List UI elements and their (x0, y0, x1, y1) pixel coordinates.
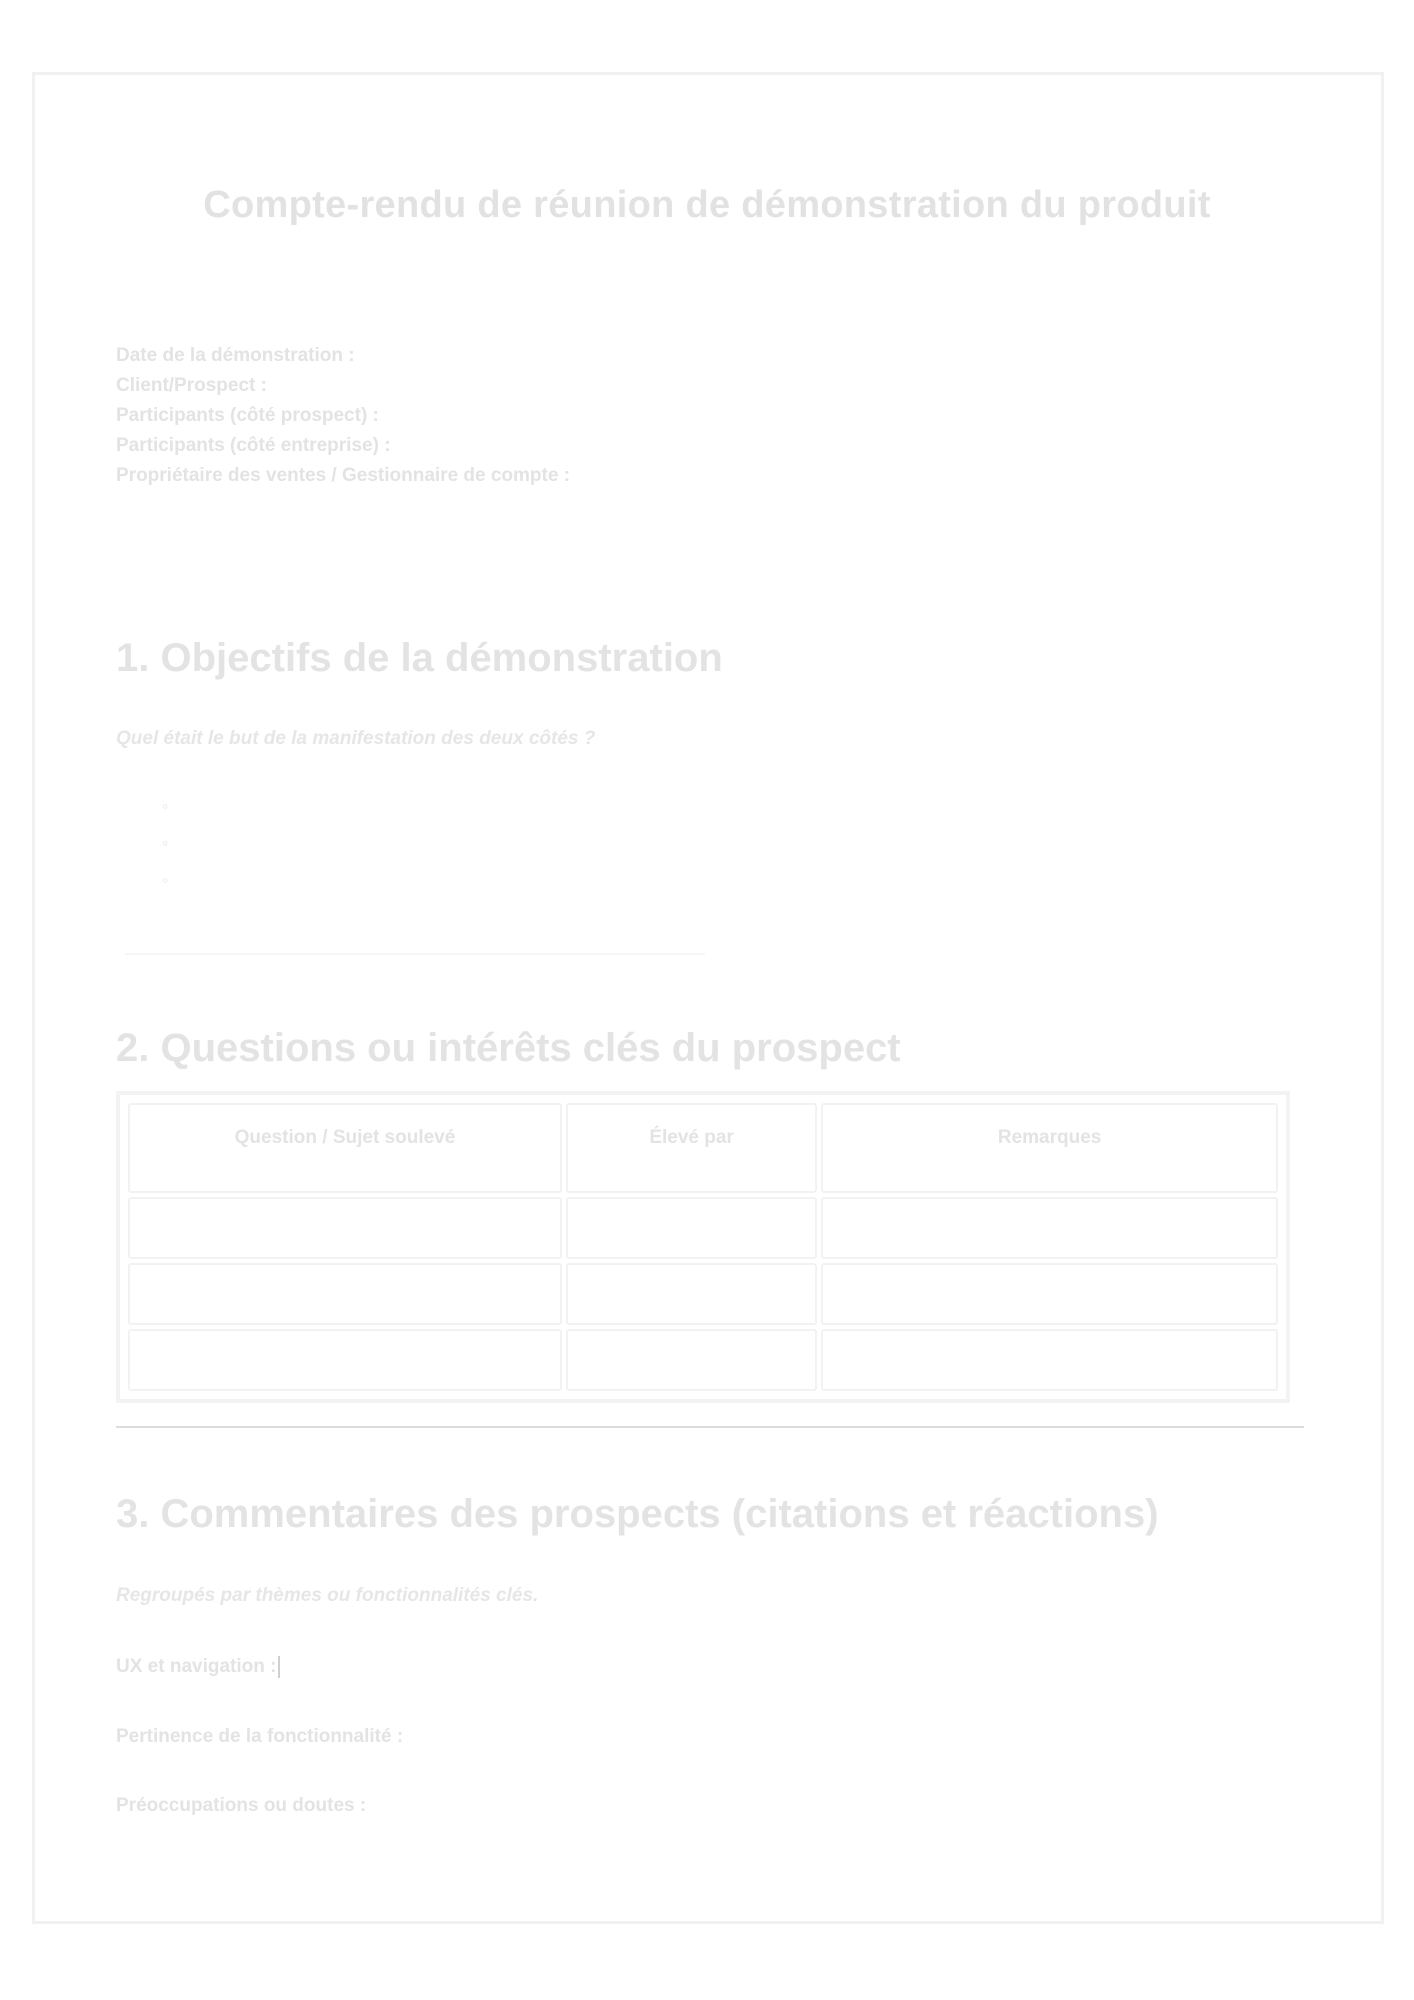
table-cell[interactable] (566, 1329, 817, 1391)
table-cell[interactable] (128, 1197, 562, 1259)
meta-participants-prospect-label: Participants (côté prospect) : (116, 405, 379, 426)
meta-client-label: Client/Prospect : (116, 375, 267, 396)
table-row (128, 1263, 1278, 1325)
table-row (128, 1197, 1278, 1259)
concerns-label[interactable]: Préoccupations ou doutes : (116, 1795, 367, 1816)
divider (125, 953, 705, 955)
column-header-remarks: Remarques (821, 1103, 1278, 1193)
feature-relevance-label[interactable]: Pertinence de la fonctionnalité : (116, 1726, 404, 1747)
list-item[interactable]: ◦ (162, 870, 169, 890)
table-cell[interactable] (128, 1329, 562, 1391)
objectives-list (162, 796, 168, 907)
document-title: Compte-rendu de réunion de démonstration du produit (203, 184, 1211, 226)
meta-participants-company-label: Participants (côté entreprise) : (116, 435, 391, 456)
section3-note: Regroupés par thèmes ou fonctionnalités clés. (116, 1585, 539, 1606)
table-cell[interactable] (821, 1329, 1278, 1391)
section1-heading: 1. Objectifs de la démonstration (116, 636, 723, 680)
section3-heading: 3. Commentaires des prospects (citations et réactions) (116, 1492, 1159, 1536)
questions-table (116, 1091, 1290, 1403)
meta-fields (116, 341, 570, 491)
table-row (128, 1329, 1278, 1391)
list-item[interactable]: ◦ (162, 833, 169, 853)
section-divider (116, 1426, 1304, 1428)
table-cell[interactable] (566, 1197, 817, 1259)
meta-sales-owner-label: Propriétaire des ventes / Gestionnaire de compte : (116, 465, 571, 486)
table-cell[interactable] (821, 1263, 1278, 1325)
ux-navigation-field[interactable] (116, 1656, 280, 1678)
ux-navigation-label: UX et navigation : (116, 1656, 277, 1678)
section2-heading: 2. Questions ou intérêts clés du prospect (116, 1026, 901, 1070)
column-header-question: Question / Sujet soulevé (128, 1103, 562, 1193)
column-header-raised-by: Élevé par (566, 1103, 817, 1193)
meta-date-label: Date de la démonstration : (116, 345, 355, 366)
section1-note: Quel était le but de la manifestation des deux côtés ? (116, 728, 596, 749)
list-item[interactable]: ◦ (162, 796, 169, 816)
table-cell[interactable] (566, 1263, 817, 1325)
text-caret (278, 1656, 280, 1678)
table-cell[interactable] (821, 1197, 1278, 1259)
table-cell[interactable] (128, 1263, 562, 1325)
